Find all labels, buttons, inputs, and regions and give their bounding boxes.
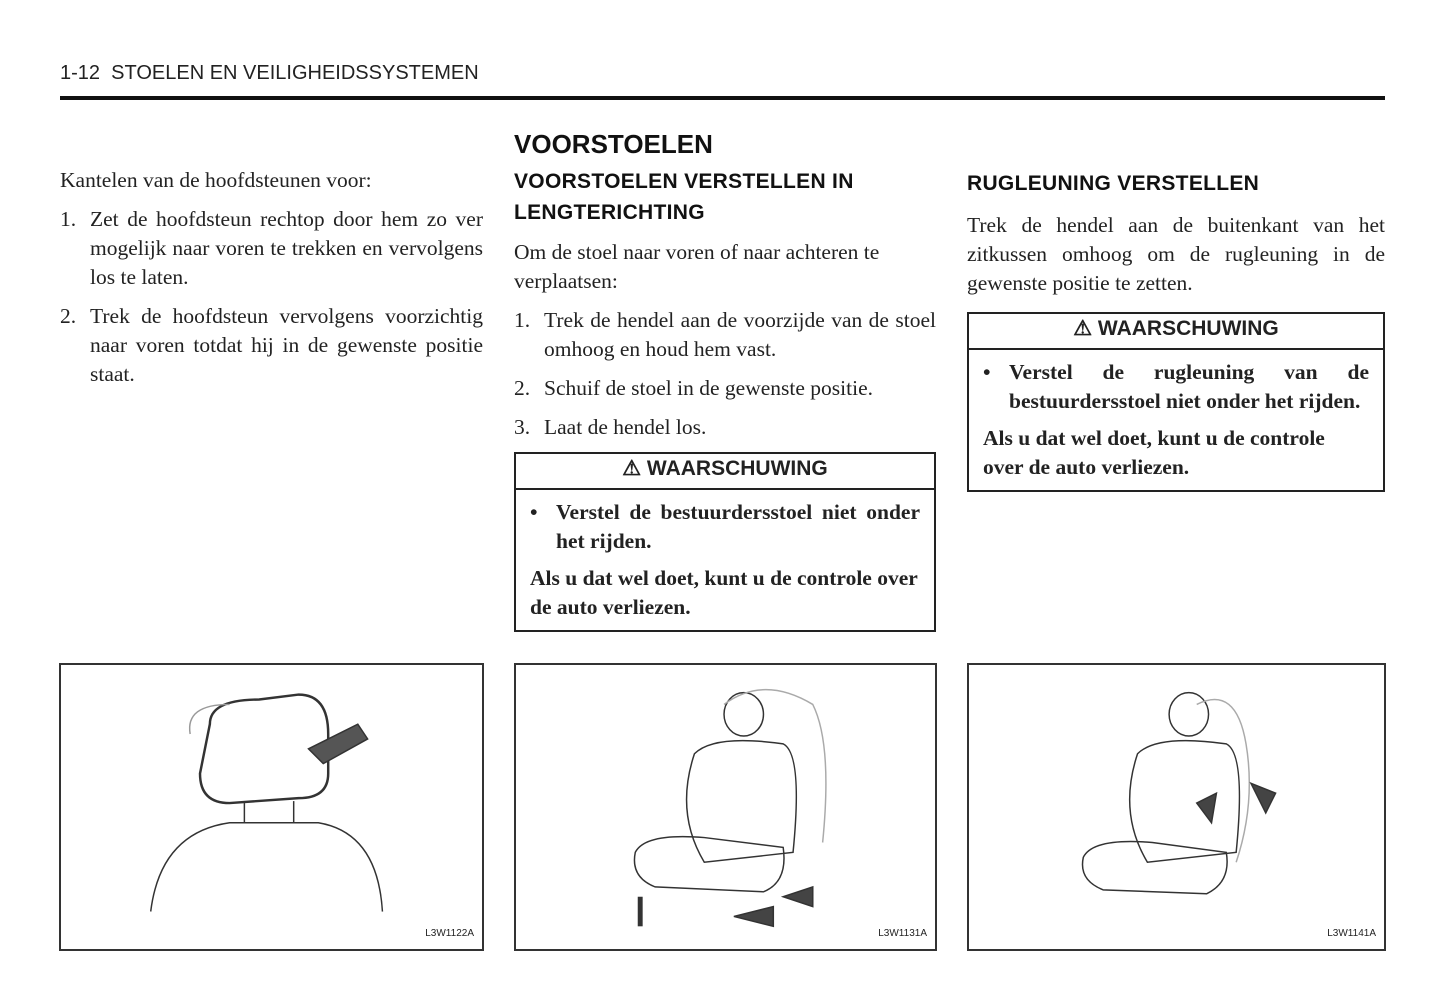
step-number: 2. (514, 376, 531, 400)
warning-text: Als u dat wel doet, kunt u de controle over de auto verliezen. (983, 426, 1325, 479)
step-number: 1. (60, 207, 77, 231)
step-number: 3. (514, 415, 531, 439)
warning-title: WAARSCHUWING (646, 457, 828, 480)
section-title: STOELEN EN VEILIGHEIDSSYSTEMEN (111, 62, 479, 84)
warning-text: Als u dat wel doet, kunt u de controle over de auto verliezen. (530, 566, 918, 619)
figure-label: L3W1131A (878, 928, 927, 939)
warning-box (514, 452, 936, 632)
warning-icon: ⚠ (1073, 317, 1093, 340)
middle-column (514, 128, 936, 632)
bullet-icon: • (530, 500, 538, 524)
subheading: RUGLEUNING VERSTELLEN (967, 172, 1260, 195)
page-number: 1-12 (60, 62, 101, 84)
seatback-illustration (969, 665, 1384, 949)
right-column (967, 168, 1385, 492)
figure-headrest (59, 663, 484, 951)
warning-icon: ⚠ (622, 457, 642, 480)
step-text: Laat de hendel los. (544, 415, 707, 439)
step-text: Zet de hoofdsteun rechtop door hem zo ver mogelijk naar voren te trekken en vervolgens los te laten. (90, 207, 483, 289)
page-header (60, 62, 479, 85)
subheading: VOORSTOELEN VERSTELLEN IN LENGTERICHTING (514, 170, 854, 224)
intro-text: Kantelen van de hoofdsteunen voor: (60, 168, 372, 192)
step (514, 306, 936, 364)
section-heading: VOORSTOELEN (514, 129, 713, 159)
warning-box (967, 312, 1385, 492)
headrest-illustration (61, 665, 482, 949)
step (514, 374, 936, 403)
intro-text: Trek de hendel aan de buitenkant van het zitkussen omhoog om de rugleuning in de gewenste positie te zetten. (967, 213, 1385, 295)
step (60, 302, 483, 389)
seat-slide-illustration (516, 665, 935, 949)
figure-label: L3W1141A (1327, 928, 1376, 939)
left-column (60, 166, 483, 399)
step (60, 205, 483, 292)
step-number: 1. (514, 308, 531, 332)
step-text: Schuif de stoel in de gewenste positie. (544, 376, 873, 400)
warning-title: WAARSCHUWING (1097, 317, 1279, 340)
figure-seat-slide (514, 663, 937, 951)
warning-bullet: Verstel de bestuurdersstoel niet onder het rijden. (556, 500, 920, 553)
figure-label: L3W1122A (425, 928, 474, 939)
step-text: Trek de hendel aan de voorzijde van de stoel omhoog en houd hem vast. (544, 308, 936, 361)
step (514, 413, 936, 442)
step-number: 2. (60, 304, 77, 328)
warning-bullet: Verstel de rugleuning van de bestuurdersstoel niet onder het rijden. (1009, 360, 1369, 413)
step-text: Trek de hoofdsteun vervolgens voorzichtig naar voren totdat hij in de gewenste positie staat. (90, 304, 483, 386)
header-rule (60, 96, 1385, 100)
intro-text: Om de stoel naar voren of naar achteren te verplaatsen: (514, 240, 880, 293)
bullet-icon: • (983, 360, 991, 384)
figure-seatback (967, 663, 1386, 951)
